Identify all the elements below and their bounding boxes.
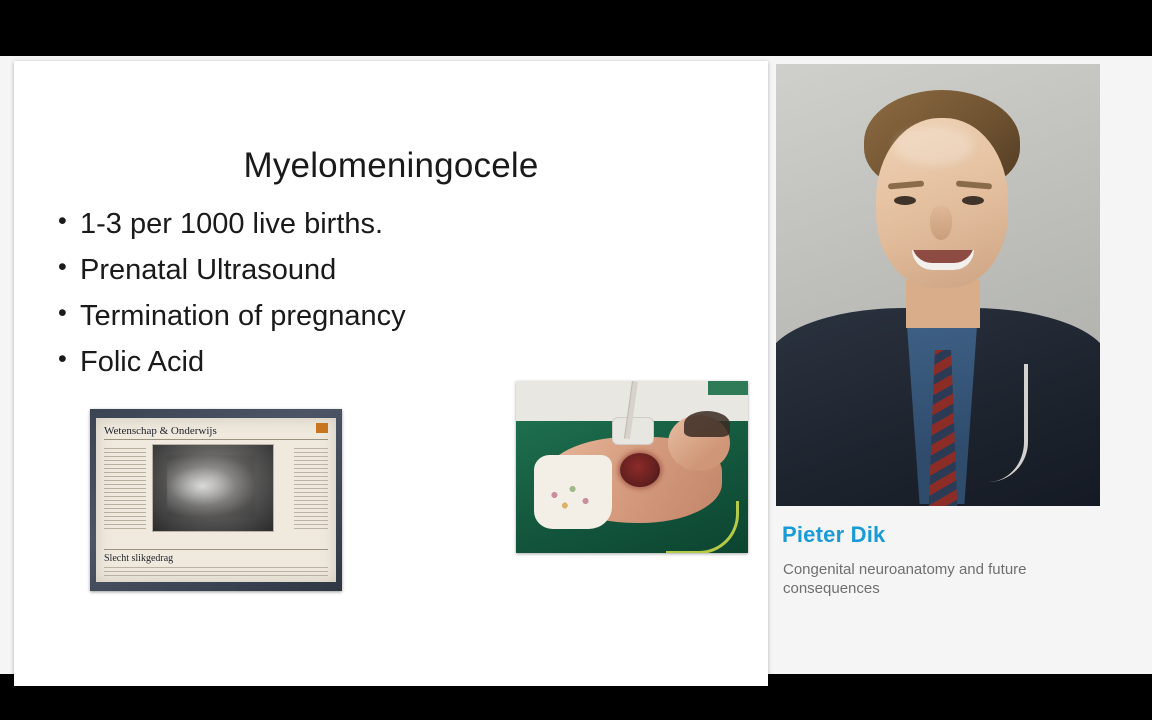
speaker-eye-right	[962, 196, 984, 205]
newspaper-text-column-left	[104, 448, 146, 530]
list-item	[58, 251, 718, 290]
ultrasound-image	[152, 444, 274, 532]
slide-bullet-list	[58, 205, 718, 390]
letterbox-bar-top	[0, 0, 1152, 56]
slide-panel[interactable]	[14, 61, 768, 686]
newspaper-text-lines	[104, 567, 328, 577]
bullet-marker-icon: •	[58, 299, 67, 328]
speaker-panel	[776, 64, 1100, 664]
list-item	[58, 297, 718, 336]
infant-hair	[684, 411, 730, 437]
slide-title: Myelomeningocele	[243, 146, 539, 185]
speaker-eye-left	[894, 196, 916, 205]
bullet-text: Prenatal Ultrasound	[80, 254, 337, 287]
green-drape-corner	[708, 381, 748, 395]
bullet-marker-icon: •	[58, 207, 67, 235]
spinal-lesion	[620, 453, 660, 487]
newspaper-logo-icon	[316, 423, 328, 433]
presentation-stage	[0, 56, 1152, 674]
list-item	[58, 205, 718, 244]
speaker-nose	[930, 206, 952, 240]
infant-diaper	[534, 455, 612, 529]
neonate-myelomeningocele-photo	[516, 381, 748, 553]
medical-bottle	[612, 417, 654, 445]
bullet-text: Termination of pregnancy	[80, 300, 406, 333]
newspaper-text-column-right	[294, 448, 328, 530]
newspaper-headline: Wetenschap & Onderwijs	[104, 425, 328, 440]
bullet-marker-icon: •	[58, 253, 67, 282]
bullet-text: 1-3 per 1000 live births.	[80, 208, 384, 240]
speaker-description: Congenital neuroanatomy and future consequences	[783, 561, 1027, 598]
list-item	[58, 343, 718, 382]
speaker-forehead-highlight	[894, 126, 974, 166]
newspaper-clipping-photo	[90, 409, 342, 591]
speaker-name: Pieter Dik	[782, 522, 886, 547]
speaker-photo	[776, 64, 1100, 506]
newspaper-caption: Slecht slikgedrag	[104, 549, 328, 564]
newspaper-page	[96, 418, 336, 582]
speaker-lanyard	[972, 364, 1028, 482]
bullet-text: Folic Acid	[80, 346, 205, 379]
bullet-marker-icon: •	[58, 345, 67, 374]
